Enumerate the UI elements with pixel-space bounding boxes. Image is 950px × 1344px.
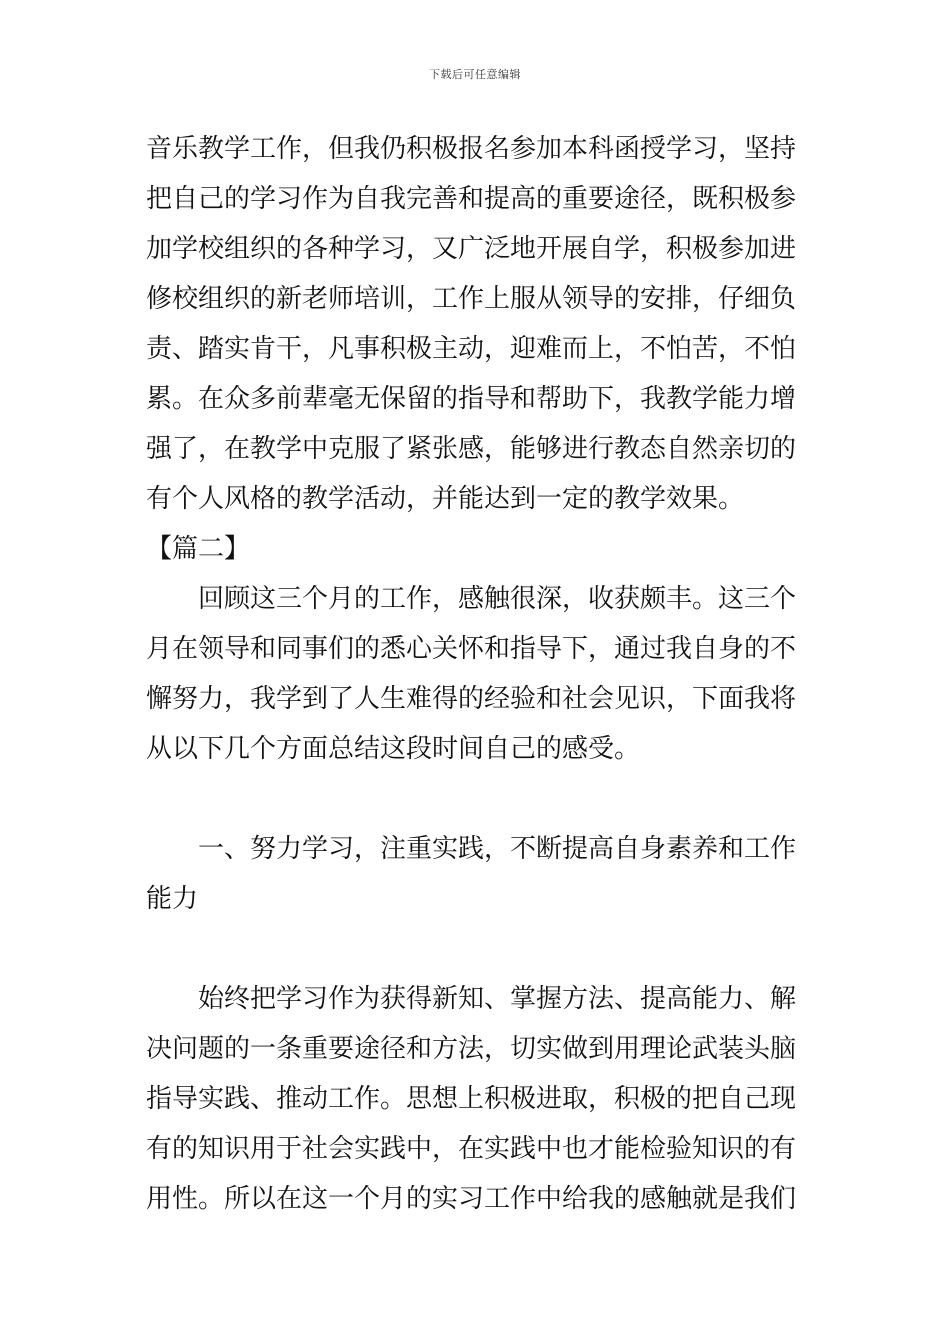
paragraph-1 <box>146 124 816 524</box>
header-note: 下载后可任意编辑 <box>429 68 521 81</box>
text-line: 修校组织的新老师培训，工作上服从领导的安排，仔细负 <box>146 284 797 314</box>
text-line: 懈努力，我学到了人生难得的经验和社会见识，下面我将 <box>146 684 797 714</box>
text-line: 有个人风格的教学活动，并能达到一定的教学效果。 <box>146 484 745 514</box>
text-line: 有的知识用于社会实践中，在实践中也才能检验知识的有 <box>146 1134 797 1164</box>
text-line: 决问题的一条重要途径和方法，切实做到用理论武装头脑 <box>146 1034 797 1064</box>
text-line: 回顾这三个月的工作，感触很深，收获颇丰。这三个 <box>198 584 797 614</box>
text-line: 加学校组织的各种学习，又广泛地开展自学，积极参加进 <box>146 234 797 264</box>
paragraph-2 <box>146 574 816 774</box>
document-body <box>146 124 816 1224</box>
text-line: 能力 <box>146 884 199 914</box>
text-line: 责、踏实肯干，凡事积极主动，迎难而上，不怕苦，不怕 <box>146 334 797 364</box>
text-line: 音乐教学工作，但我仍积极报名参加本科函授学习，坚持 <box>146 134 797 164</box>
text-line: 指导实践、推动工作。思想上积极进取，积极的把自己现 <box>146 1084 797 1114</box>
subheading-1 <box>146 824 816 924</box>
text-line: 把自己的学习作为自我完善和提高的重要途径，既积极参 <box>146 184 797 214</box>
text-line: 始终把学习作为获得新知、掌握方法、提高能力、解 <box>198 984 797 1014</box>
section-heading: 【篇二】 <box>146 534 251 564</box>
blank-line <box>146 924 816 974</box>
text-line: 一、努力学习，注重实践，不断提高自身素养和工作 <box>198 834 797 864</box>
text-line: 累。在众多前辈毫无保留的指导和帮助下，我教学能力增 <box>146 384 797 414</box>
text-line: 用性。所以在这一个月的实习工作中给我的感触就是我们 <box>146 1184 797 1214</box>
paragraph-3 <box>146 974 816 1224</box>
text-line: 月在领导和同事们的悉心关怀和指导下，通过我自身的不 <box>146 634 797 664</box>
blank-line <box>146 774 816 824</box>
text-line: 从以下几个方面总结这段时间自己的感受。 <box>146 734 641 764</box>
text-line: 强了，在教学中克服了紧张感，能够进行教态自然亲切的 <box>146 434 797 464</box>
